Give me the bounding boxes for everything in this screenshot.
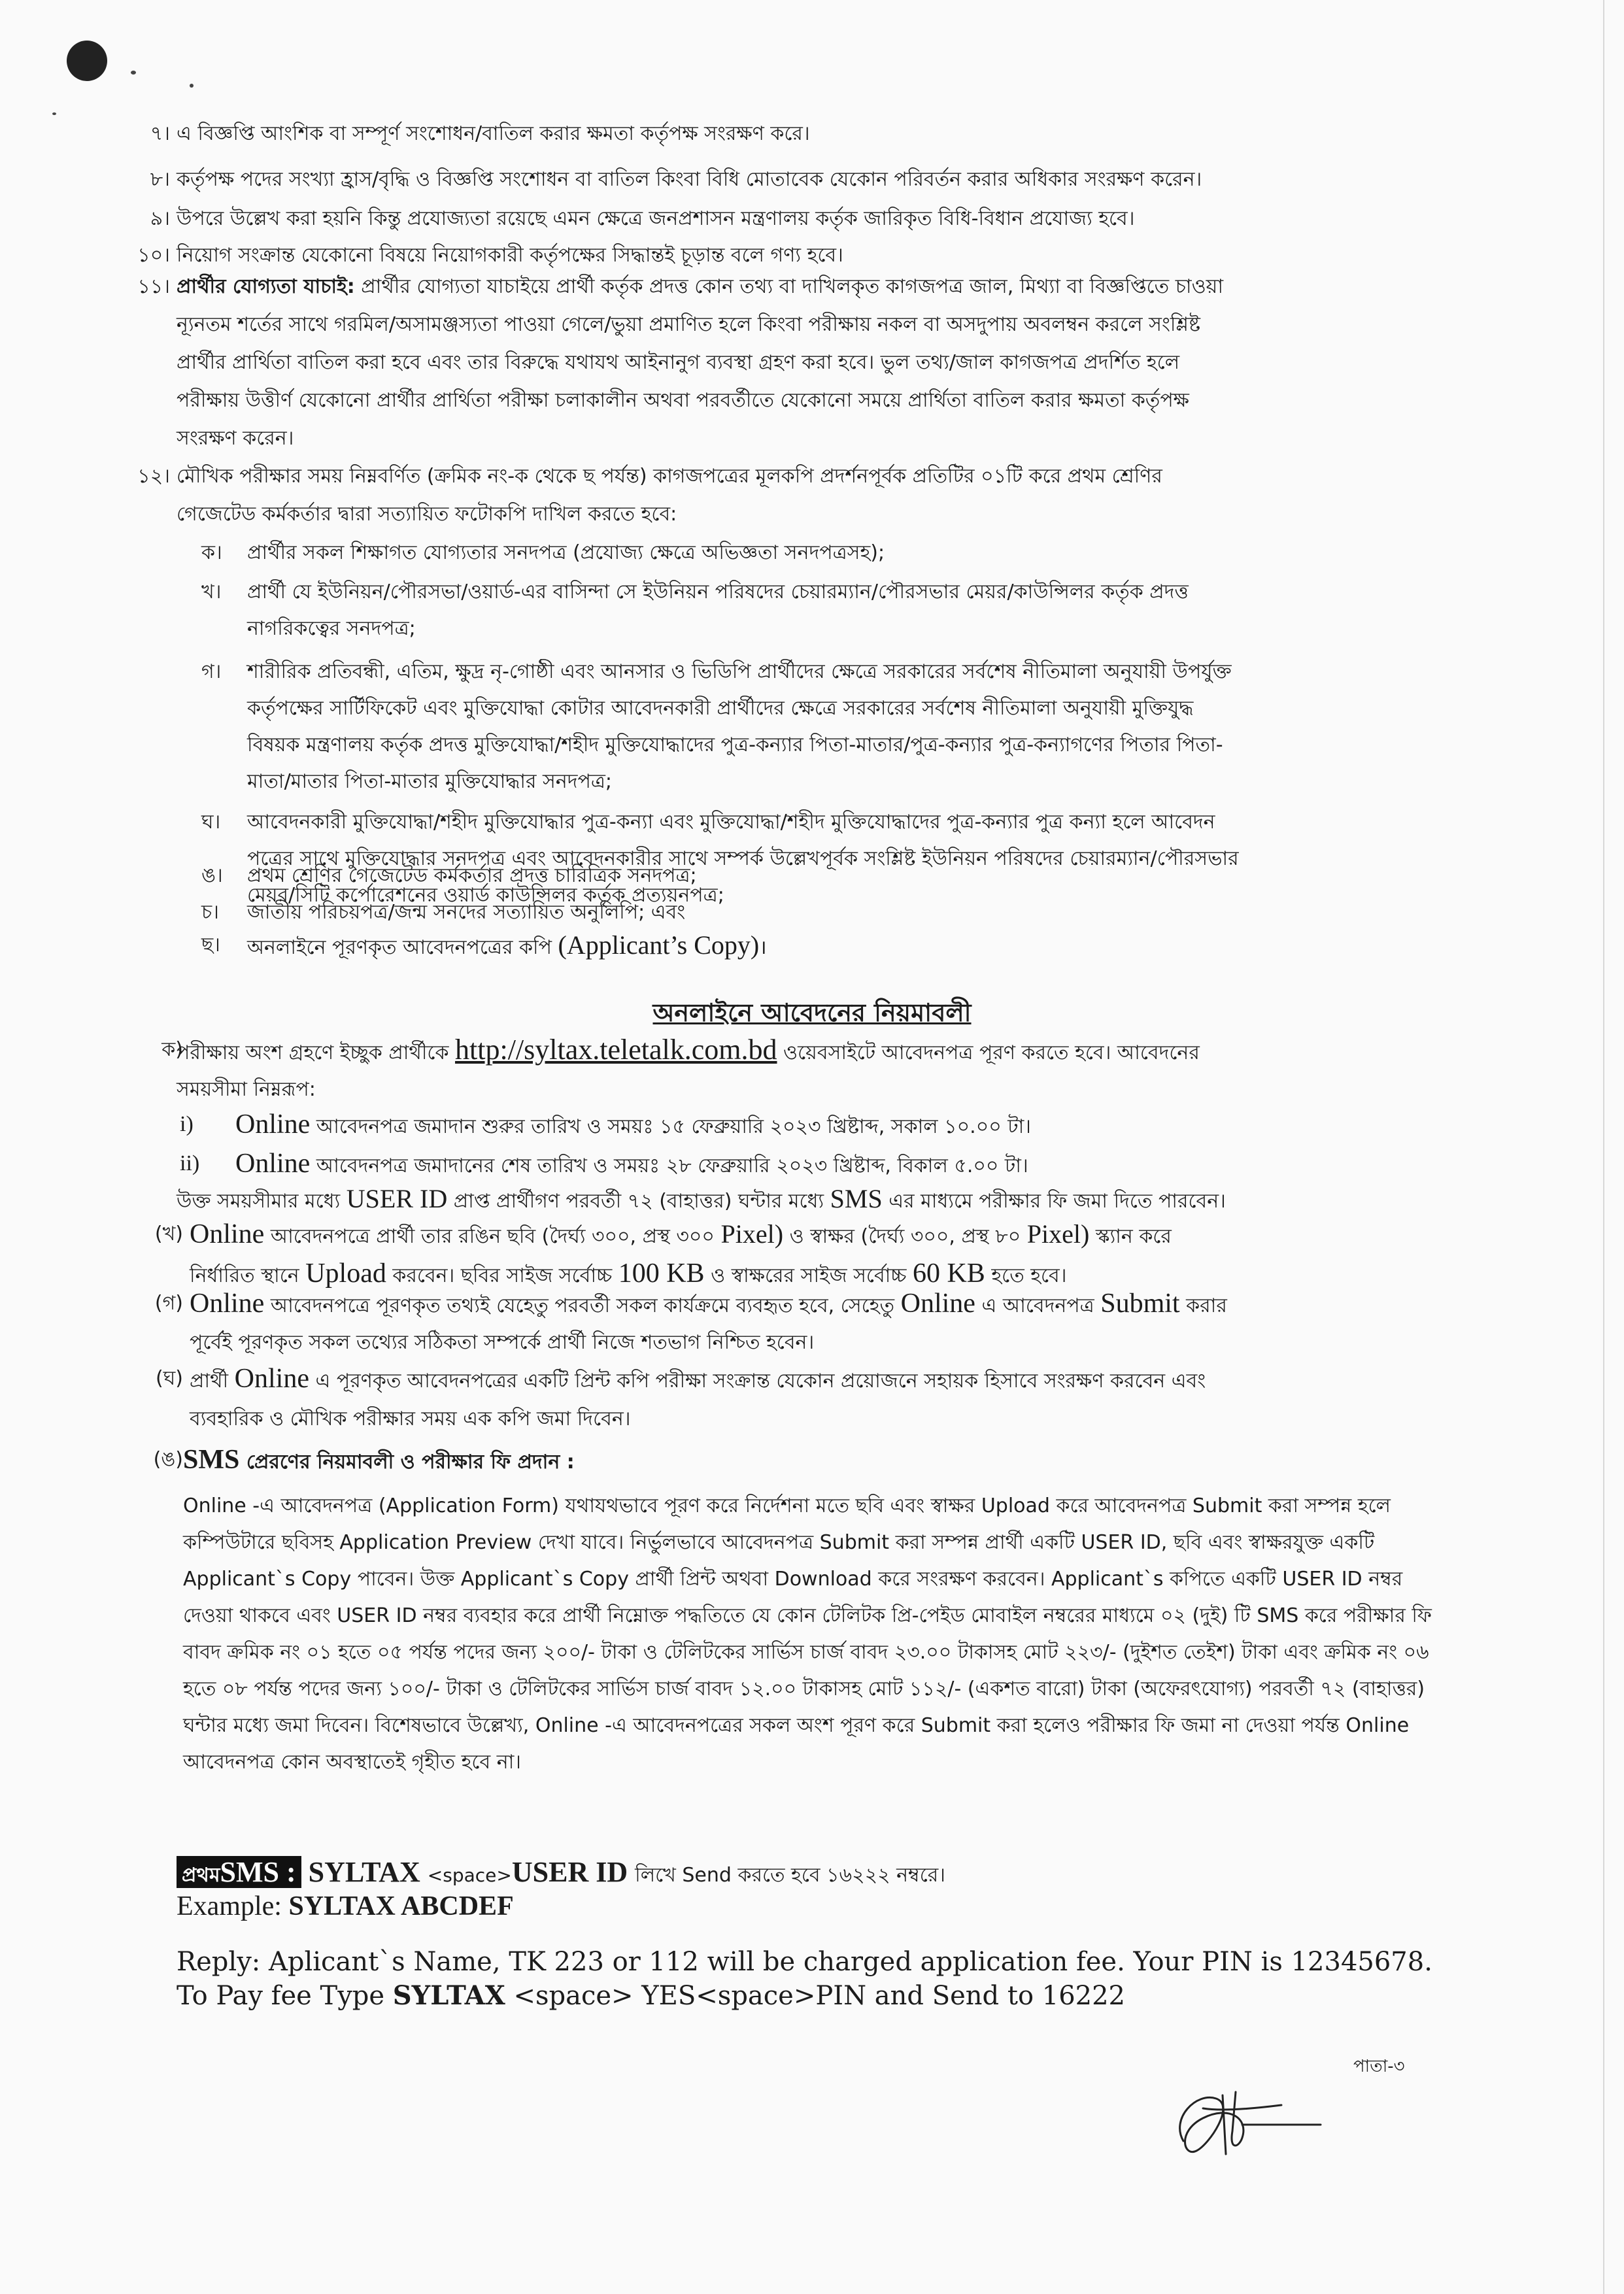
- badge-en: SMS :: [220, 1856, 296, 1888]
- page-number: পাতা-৩: [1353, 2057, 1405, 2076]
- item-line: আবেদনকারী মুক্তিযোদ্ধা/শহীদ মুক্তিযোদ্ধার পুত্র-কন্যা এবং মুক্তিযোদ্ধা/শহীদ মুক্তিযোদ্ধাদের পুত্র-কন্যার পুত্র কন্যা হলে আবেদন: [247, 811, 1215, 834]
- sms-badge: [177, 1856, 301, 1888]
- rule-en: Submit: [1100, 1289, 1180, 1319]
- reply-code: SYLTAX: [392, 1980, 505, 2011]
- online-rule-gh: [156, 1360, 1471, 1438]
- online-label: Online: [235, 1149, 311, 1179]
- rule-number: (ঙ): [153, 1448, 183, 1471]
- rule-en: 60 KB: [912, 1258, 985, 1289]
- doc-item-ka: [201, 535, 1471, 571]
- item-line: মেয়র/সিটি কর্পোরেশনের ওয়ার্ড কাউন্সিলর কর্তৃক প্রত্যয়নপত্র;: [247, 884, 724, 907]
- schedule-start: [180, 1105, 1459, 1147]
- online-label: Online: [235, 1109, 311, 1139]
- item-label: ঙ।: [201, 864, 223, 887]
- rule-number: ১০।: [137, 244, 170, 267]
- rule-line: ব্যবহারিক ও মৌখিক পরীক্ষার সময় এক কপি জমা দিবেন।: [190, 1408, 631, 1430]
- rule-number: ৯।: [150, 207, 170, 230]
- rule-line: সংরক্ষণ করেন।: [177, 427, 294, 450]
- item-line: প্রথম শ্রেণির গেজেটেড কর্মকর্তার প্রদত্ত চারিত্রিক সনদপত্র;: [247, 864, 697, 887]
- item-text: অনলাইনে পূরণকৃত আবেদনপত্রের কপি: [247, 936, 552, 959]
- rule-text: আবেদনপত্রে পূরণকৃত তথ্যই যেহেতু পরবর্তী সকল কার্যক্রমে ব্যবহৃত হবে, সেহেতু: [270, 1294, 895, 1317]
- rule-line: মৌখিক পরীক্ষার সময় নিম্নবর্ণিত (ক্রমিক নং-ক থেকে ছ পর্যন্ত) কাগজপত্রের মূলকপি প্রদর্শনপূর্বক প্রতিটির ০১টি করে প্রথম শ্রেণির: [177, 465, 1162, 488]
- item-label: চ।: [201, 901, 219, 924]
- schedule-end: [180, 1144, 1459, 1186]
- rule-text: হতে হবে।: [991, 1264, 1067, 1287]
- first-sms-instruction: [177, 1855, 945, 1893]
- note-en: USER ID: [346, 1184, 448, 1213]
- item-end: ।: [759, 936, 767, 959]
- sms-userid: USER ID: [511, 1856, 628, 1888]
- online-label: Online: [900, 1289, 975, 1319]
- rule-line: পূর্বেই পূরণকৃত সকল তথ্যের সঠিকতা সম্পর্কে প্রার্থী নিজে শতভাগ নিশ্চিত হবেন।: [190, 1331, 815, 1354]
- item-line: মাতা/মাতার পিতা-মাতার মুক্তিযোদ্ধার সনদপত্র;: [247, 770, 613, 793]
- note-text: উক্ত সময়সীমার মধ্যে: [177, 1190, 341, 1213]
- rule-text: করার: [1186, 1294, 1227, 1317]
- item-label: ii): [180, 1151, 200, 1175]
- rule-text: ওয়েবসাইটে আবেদনপত্র পূরণ করতে হবে। আবেদনের: [783, 1041, 1200, 1064]
- rule-text: এ আবেদনপত্র: [981, 1294, 1094, 1317]
- scan-edge: [1603, 0, 1604, 2294]
- item-line: কর্তৃপক্ষের সার্টিফিকেট এবং মুক্তিযোদ্ধা কোটার আবেদনকারী প্রার্থীদের ক্ষেত্রে সরকারের সর্বশেষ নীতিমালা অনুযায়ী মুক্তিযুদ্ধ: [247, 697, 1194, 720]
- rule-11: [137, 268, 1471, 458]
- online-rule-kh: [154, 1216, 1471, 1294]
- sms-window-note: [177, 1181, 1471, 1220]
- rule-text: প্রার্থী: [190, 1370, 229, 1392]
- online-rule-ng: [153, 1441, 1464, 1481]
- note-text: এর মাধ্যমে পরীক্ষার ফি জমা দিতে পারবেন।: [888, 1190, 1226, 1213]
- rule-text: ও স্বাক্ষর (দৈর্ঘ্য ৩০০, প্রস্থ ৮০: [789, 1225, 1021, 1248]
- sms-fee-paragraph: Online -এ আবেদনপত্র (Application Form) যথাযথভাবে পূরণ করে নির্দেশনা মতে ছবি এবং স্বাক্ষর Upload করে আবেদনপত্র Submit করা সম্পন্ন হলে কম্পিউটারে ছবিসহ Application Preview দেখা যাবে। নির্ভুলভাবে আবেদনপত্র Submit করা সম্পন্ন প্রার্থী একটি USER ID, ছবি এবং স্বাক্ষরযুক্ত একটি Applicant`s Copy পাবেন। উক্ত Applicant`s Copy প্রার্থী প্রিন্ট অথবা Download করে সংরক্ষণ করবেন। Applicant`s কপিতে একটি USER ID নম্বর দেওয়া থাকবে এবং USER ID নম্বর ব্যবহার করে প্রার্থী নিম্নোক্ত পদ্ধতিতে যে কোন টেলিটক প্রি-পেইড মোবাইল নম্বরের মাধ্যমে ০২ (দুই) টি SMS করে পরীক্ষার ফি বাবদ ক্রমিক নং ০১ হতে ০৫ পর্যন্ত পদের জন্য ২০০/- টাকা ও টেলিটকের সার্ভিস চার্জ বাবদ ২৩.০০ টাকাসহ মোট ২২৩/- (দুইশত তেইশ) টাকা এবং ক্রমিক নং ০৬ হতে ০৮ পর্যন্ত পদের জন্য ১০০/- টাকা ও টেলিটকের সার্ভিস চার্জ বাবদ ১২.০০ টাকাসহ মোট ১১২/- (একশত বারো) টাকা (অফেরৎযোগ্য) পরবর্তী ৭২ (বাহাত্তর) ঘন্টার মধ্যে জমা দিবেন। বিশেষভাবে উল্লেখ্য, Online -এ আবেদনপত্রের সকল অংশ পূরণ করে Submit করা হলেও পরীক্ষার ফি জমা না দেওয়া পর্যন্ত Online আবেদনপত্র কোন অবস্থাতেই গৃহীত হবে না।: [183, 1494, 1432, 1774]
- rule-en: Upload: [305, 1258, 386, 1289]
- example-label: Example:: [177, 1891, 282, 1921]
- rule-text: উপরে উল্লেখ করা হয়নি কিন্তু প্রযোজ্যতা রয়েছে এমন ক্ষেত্রে জনপ্রশাসন মন্ত্রণালয় কর্তৃক জারিকৃত বিধি-বিধান প্রযোজ্য হবে।: [177, 207, 1135, 230]
- sms-instruction-text: লিখে Send করতে হবে ১৬২২২ নম্বরে।: [635, 1864, 945, 1887]
- doc-item-chha: [201, 927, 1471, 966]
- rule-text: পরীক্ষায় অংশ গ্রহণে ইচ্ছুক প্রার্থীকে: [177, 1041, 449, 1064]
- item-label: ঘ।: [201, 811, 221, 834]
- doc-item-umo: [201, 858, 1471, 894]
- rule-number: ক): [161, 1038, 183, 1061]
- website-link[interactable]: http://syltax.teletalk.com.bd: [455, 1034, 777, 1066]
- rule-text: আবেদনপত্রে প্রার্থী তার রঙিন ছবি (দৈর্ঘ্য ৩০০, প্রস্থ ৩০০: [270, 1225, 715, 1248]
- rule-number: ১২।: [137, 465, 170, 488]
- speck: [131, 71, 136, 75]
- badge-bn: প্রথম: [182, 1864, 220, 1887]
- item-line: পত্রের সাথে মুক্তিযোদ্ধার সনদপত্র এবং আবেদনকারীর সাথে সম্পর্ক উল্লেখপূর্বক সংশ্লিষ্ট ইউনিয়ন পরিষদের চেয়ারম্যান/পৌরসভার: [247, 847, 1239, 870]
- speck: [190, 84, 194, 88]
- schedule-text: আবেদনপত্র জমাদানের শেষ তারিখ ও সময়ঃ ২৮ ফেব্রুয়ারি ২০২৩ খ্রিষ্টাব্দ, বিকাল ৫.০০ টা।: [316, 1155, 1028, 1177]
- rule-en: 100 KB: [618, 1258, 705, 1289]
- rule-label: প্রার্থীর যোগ্যতা যাচাই:: [177, 275, 355, 298]
- rule-12: [137, 458, 1471, 533]
- item-label: i): [180, 1112, 194, 1136]
- note-en: SMS: [830, 1184, 883, 1213]
- note-text: প্রাপ্ত প্রার্থীগণ পরবর্তী ৭২ (বাহাত্তর) ঘন্টার মধ্যে: [453, 1190, 824, 1213]
- sms-space: <space>: [427, 1864, 512, 1886]
- speck: [52, 112, 56, 115]
- rule-text: নির্ধারিত স্থানে: [190, 1264, 299, 1287]
- signature: [1157, 2079, 1327, 2164]
- item-label: গ।: [201, 660, 222, 683]
- item-label: খ।: [201, 581, 222, 603]
- item-text-en: (Applicant’s Copy): [558, 930, 760, 960]
- item-line: জাতীয় পরিচয়পত্র/জন্ম সনদের সত্যায়িত অনুলিপি; এবং: [247, 901, 686, 924]
- sms-code: SYLTAX: [308, 1856, 420, 1888]
- section-heading: [0, 994, 1624, 1036]
- rule-7: [150, 111, 1471, 157]
- rule-line: ন্যূনতম শর্তের সাথে গরমিল/অসামঞ্জস্যতা পাওয়া গেলে/ভুয়া প্রমাণিত হলে কিংবা পরীক্ষায় নকল বা অসদুপায় অবলম্বন করলে সংশ্লিষ্ট: [177, 313, 1201, 336]
- online-label: Online: [190, 1289, 265, 1319]
- online-label: Online: [234, 1364, 309, 1394]
- rule-line: পরীক্ষায় উত্তীর্ণ যেকোনো প্রার্থীর প্রার্থিতা পরীক্ষা চলাকালীন অথবা পরবর্তীতে যেকোনো সময়ে প্রার্থিতা বাতিল করার ক্ষমতা কর্তৃপক্ষ: [177, 389, 1189, 412]
- rule-text: কর্তৃপক্ষ পদের সংখ্যা হ্রাস/বৃদ্ধি ও বিজ্ঞপ্তি সংশোধন বা বাতিল কিংবা বিধি মোতাবেক যেকোন পরিবর্তন করার অধিকার সংরক্ষণ করেন।: [177, 168, 1202, 191]
- item-line: নাগরিকত্বের সনদপত্র;: [247, 617, 416, 640]
- item-line: বিষয়ক মন্ত্রণালয় কর্তৃক প্রদত্ত মুক্তিযোদ্ধা/শহীদ মুক্তিযোদ্ধাদের পুত্র-কন্যার পিতা-মাতার/পুত্র-কন্যার পুত্র-কন্যাগণের পিতার পিতা-: [247, 734, 1223, 756]
- rule-en: Pixel): [720, 1219, 784, 1249]
- rule-en: Pixel): [1026, 1219, 1090, 1249]
- doc-item-ga: [201, 654, 1471, 800]
- heading-text: অনলাইনে আবেদনের নিয়মাবলী: [652, 998, 972, 1027]
- doc-item-kha: [201, 574, 1471, 647]
- title-text: প্রেরণের নিয়মাবলী ও পরীক্ষার ফি প্রদান :: [246, 1451, 575, 1474]
- item-label: ক।: [201, 541, 222, 564]
- item-line: প্রার্থী যে ইউনিয়ন/পৌরসভা/ওয়ার্ড-এর বাসিন্দা সে ইউনিয়ন পরিষদের চেয়ারম্যান/পৌরসভার মেয়র/কাউন্সিলর কর্তৃক প্রদত্ত: [247, 581, 1189, 603]
- rule-text: এ পূরণকৃত আবেদনপত্রের একটি প্রিন্ট কপি পরীক্ষা সংক্রান্ত যেকোন প্রয়োজনে সহায়ক হিসাবে সংরক্ষণ করবেন এবং: [315, 1370, 1206, 1392]
- online-rule-k: [161, 1032, 1471, 1108]
- rule-number: ১১।: [137, 275, 170, 298]
- rule-number: ৮।: [150, 168, 170, 191]
- example-value: SYLTAX ABCDEF: [288, 1891, 514, 1921]
- rule-text: এ বিজ্ঞপ্তি আংশিক বা সম্পূর্ণ সংশোধন/বাতিল করার ক্ষমতা কর্তৃপক্ষ সংরক্ষণ করে।: [177, 122, 810, 145]
- rule-text: নিয়োগ সংক্রান্ত যেকোনো বিষয়ে নিয়োগকারী কর্তৃপক্ষের সিদ্ধান্তই চূড়ান্ত বলে গণ্য হবে।: [177, 244, 843, 267]
- rule-line: গেজেটেড কর্মকর্তার দ্বারা সত্যায়িত ফটোকপি দাখিল করতে হবে:: [177, 503, 677, 526]
- doc-item-cha: [201, 894, 1471, 931]
- rule-number: (গ): [154, 1292, 183, 1315]
- rule-line: প্রার্থীর যোগ্যতা যাচাইয়ে প্রার্থী কর্তৃক প্রদত্ত কোন তথ্য বা দাখিলকৃত কাগজপত্র জাল, মিথ্যা বা বিজ্ঞপ্তিতে চাওয়া: [361, 275, 1224, 298]
- title-en: SMS: [183, 1445, 240, 1475]
- rule-line: সময়সীমা নিম্নরূপ:: [177, 1078, 316, 1101]
- rule-number: (ঘ): [156, 1367, 183, 1390]
- online-rule-g: [154, 1285, 1471, 1361]
- rule-number: ৭।: [150, 122, 170, 145]
- item-label: ছ।: [201, 934, 220, 956]
- rule-number: (খ): [154, 1223, 183, 1245]
- sms-example: [177, 1891, 514, 1922]
- item-line: প্রার্থীর সকল শিক্ষাগত যোগ্যতার সনদপত্র (প্রযোজ্য ক্ষেত্রে অভিজ্ঞতা সনদপত্রসহ);: [247, 541, 885, 564]
- rule-text: করবেন। ছবির সাইজ সর্বোচ্চ: [392, 1264, 613, 1287]
- item-line: শারীরিক প্রতিবন্ধী, এতিম, ক্ষুদ্র নৃ-গোষ্ঠী এবং আনসার ও ভিডিপি প্রার্থীদের ক্ষেত্রে সরকারের সর্বশেষ নীতিমালা অনুযায়ী উপর্যুক্ত: [247, 660, 1232, 683]
- reply-text: Reply: Aplicant`s Name, TK 223 or 112 will be charged application fee. Your PIN is 12345678. To Pay fee Type: [177, 1947, 1432, 2011]
- rule-text: ও স্বাক্ষরের সাইজ সর্বোচ্চ: [711, 1264, 907, 1287]
- reply-text: <space> YES<space>PIN and Send to 16222: [513, 1981, 1125, 2011]
- rule-text: স্ক্যান করে: [1095, 1225, 1172, 1248]
- schedule-text: আবেদনপত্র জমাদান শুরুর তারিখ ও সময়ঃ ১৫ ফেব্রুয়ারি ২০২৩ খ্রিষ্টাব্দ, সকাল ১০.০০ টা।: [316, 1115, 1032, 1138]
- sms-reply: [177, 1945, 1451, 2013]
- punch-hole: [67, 41, 107, 81]
- rule-line: প্রার্থীর প্রার্থিতা বাতিল করা হবে এবং তার বিরুদ্ধে যথাযথ আইনানুগ ব্যবস্থা গ্রহণ করা হবে। ভুল তথ্য/জাল কাগজপত্র প্রদর্শিত হলে: [177, 351, 1180, 374]
- online-label: Online: [190, 1219, 265, 1249]
